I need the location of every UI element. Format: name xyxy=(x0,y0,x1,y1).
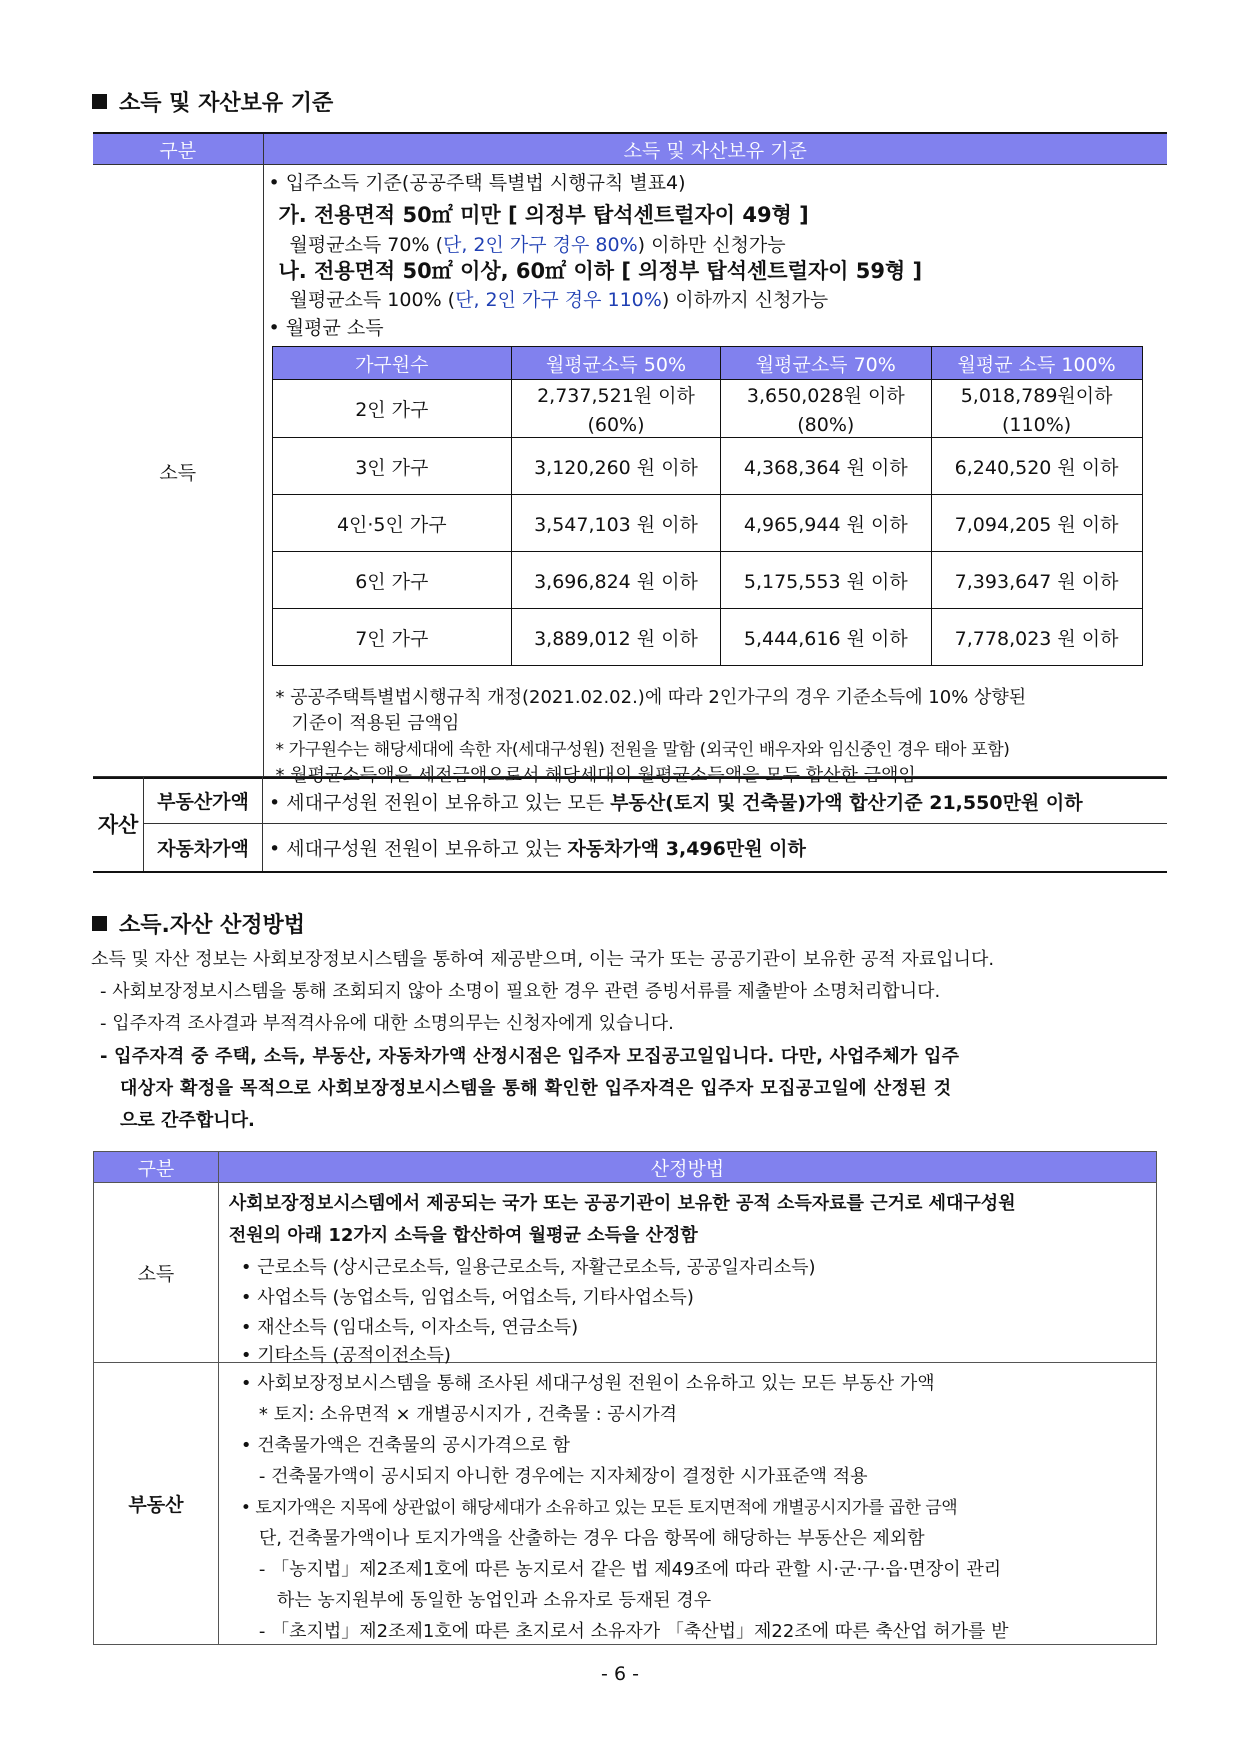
bold-line-3: 으로 간주합니다. xyxy=(120,1110,255,1131)
income-label: 소득 xyxy=(94,1183,219,1363)
table-row: 4인·5인 가구 3,547,103 원 이하 4,965,944 원 이하 7,094,205 원 이하 xyxy=(272,495,1142,552)
ga-detail: 월평균소득 70% (단, 2인 가구 경우 80%) 이하만 신청가능 xyxy=(289,234,786,256)
bullet-2: - 입주자격 조사결과 부적격사유에 대한 소명의무는 신청자에게 있습니다. xyxy=(100,1013,674,1034)
section1-title: 소득 및 자산보유 기준 xyxy=(92,86,333,117)
method-line: • 건축물가액은 건축물의 공시가격으로 함 xyxy=(240,1435,570,1456)
monthly-income-table xyxy=(272,346,1143,666)
note-1-cont: 기준이 적용된 금액임 xyxy=(291,713,460,734)
asset-label: 자산 xyxy=(93,777,144,871)
note-1: * 공공주택특별법시행규칙 개정(2021.02.02.)에 따라 2인가구의 경우 기준소득에 10% 상향된 xyxy=(275,687,1027,708)
note-2: * 가구원수는 해당세대에 속한 자(세대구성원) 전원을 말함 (외국인 배우자와 임신중인 경우 태아 포함) xyxy=(275,740,1010,760)
realestate-method-cell xyxy=(218,1363,1156,1645)
income-label: 소득 xyxy=(93,165,263,779)
table-row: 3인 가구 3,120,260 원 이하 4,368,364 원 이하 6,240,520 원 이하 xyxy=(272,438,1142,495)
calculation-method-table xyxy=(93,1151,1157,1645)
square-bullet-icon xyxy=(92,916,107,931)
income-asset-criteria-table xyxy=(93,132,1167,786)
realestate-label: 부동산 xyxy=(94,1363,219,1645)
ga-title: 가. 전용면적 50㎡ 미만 [ 의정부 탑석센트럴자이 49형 ] xyxy=(278,203,809,227)
car-label: 자동차가액 xyxy=(144,824,263,871)
method-line: - 「농지법」제2조제1호에 따른 농지로서 같은 법 제49조에 따라 관할 시·군·구·읍·면장이 관리 xyxy=(258,1559,1002,1580)
table-row: 7인 가구 3,889,012 원 이하 5,444,616 원 이하 7,778,023 원 이하 xyxy=(272,609,1142,666)
col-household: 가구원수 xyxy=(272,347,512,380)
method-line: 하는 농지원부에 동일한 농업인과 소유자로 등재된 경우 xyxy=(276,1590,712,1611)
method-line: 단, 건축물가액이나 토지가액을 산출하는 경우 다음 항목에 해당하는 부동산은 제외함 xyxy=(258,1528,925,1549)
method-line: - 「초지법」제2조제1호에 따른 초지로서 소유자가 「축산법」제22조에 따른 축산업 허가를 받 xyxy=(258,1621,1009,1642)
note-3: * 월평균소득액은 세전금액으로서 해당세대의 월평균소득액을 모두 합산한 금액임 xyxy=(275,765,916,786)
divider xyxy=(262,823,1167,824)
realestate-criteria: • 세대구성원 전원이 보유하고 있는 모든 부동산(토지 및 건축물)가액 합산기준 21,550만원 이하 xyxy=(269,792,1083,814)
col-50: 월평균소득 50% xyxy=(512,347,721,380)
col-70: 월평균소득 70% xyxy=(720,347,931,380)
income-item: • 재산소득 (임대소득, 이자소득, 연금소득) xyxy=(240,1317,579,1338)
method-line: * 토지: 소유면적 × 개별공시지가 , 건축물 : 공시가격 xyxy=(258,1404,677,1425)
table-row: 2인 가구 2,737,521원 이하 (60%) 3,650,028원 이하 (80%) 5,018,789원이하 (110%) xyxy=(272,380,1142,438)
income-criteria-cell xyxy=(264,165,1168,786)
intro-text: 소득 및 자산 정보는 사회보장정보시스템을 통하여 제공받으며, 이는 국가 또는 공공기관이 보유한 공적 자료입니다. xyxy=(91,949,995,970)
income-method-line2: 전원의 아래 12가지 소득을 합산하여 월평균 소득을 산정함 xyxy=(228,1225,698,1246)
bold-line-2: 대상자 확정을 목적으로 사회보장정보시스템을 통해 확인한 입주자격은 입주자 모집공고일에 산정된 것 xyxy=(120,1078,952,1099)
bullet-1: - 사회보장정보시스템을 통해 조회되지 않아 소명이 필요한 경우 관련 증빙서류를 제출받아 소명처리합니다. xyxy=(100,981,941,1002)
realestate-label: 부동산가액 xyxy=(144,777,263,824)
asset-rows xyxy=(93,776,1167,873)
na-title: 나. 전용면적 50㎡ 이상, 60㎡ 이하 [ 의정부 탑석센트럴자이 59형 ] xyxy=(278,259,923,283)
monthly-income-label: • 월평균 소득 xyxy=(268,317,384,339)
page-number: - 6 - xyxy=(601,1663,639,1685)
col-100: 월평균 소득 100% xyxy=(931,347,1142,380)
square-bullet-icon xyxy=(92,94,107,109)
table-row: 6인 가구 3,696,824 원 이하 5,175,553 원 이하 7,393,647 원 이하 xyxy=(272,552,1142,609)
bold-line-1: - 입주자격 중 주택, 소득, 부동산, 자동차가액 산정시점은 입주자 모집공고일입니다. 다만, 사업주체가 입주 xyxy=(100,1046,960,1067)
car-criteria: • 세대구성원 전원이 보유하고 있는 자동차가액 3,496만원 이하 xyxy=(269,838,806,860)
income-item: • 사업소득 (농업소득, 임업소득, 어업소득, 기타사업소득) xyxy=(240,1287,694,1308)
section2-title: 소득.자산 산정방법 xyxy=(92,908,305,939)
method-line: • 사회보장정보시스템을 통해 조사된 세대구성원 전원이 소유하고 있는 모든 부동산 가액 xyxy=(240,1373,935,1394)
header-criteria: 소득 및 자산보유 기준 xyxy=(263,133,1167,165)
header-method: 산정방법 xyxy=(218,1152,1156,1183)
method-line: - 건축물가액이 공시되지 아니한 경우에는 지자체장이 결정한 시가표준액 적용 xyxy=(258,1466,868,1487)
income-standard: • 입주소득 기준(공공주택 특별법 시행규칙 별표4) xyxy=(268,172,686,194)
na-detail: 월평균소득 100% (단, 2인 가구 경우 110%) 이하까지 신청가능 xyxy=(289,289,829,311)
header-category: 구분 xyxy=(93,133,263,165)
income-method-cell xyxy=(218,1183,1156,1366)
header-category: 구분 xyxy=(94,1152,219,1183)
income-method-line1: 사회보장정보시스템에서 제공되는 국가 또는 공공기관이 보유한 공적 소득자료를 근거로 세대구성원 xyxy=(228,1193,1016,1214)
method-line: • 토지가액은 지목에 상관없이 해당세대가 소유하고 있는 모든 토지면적에 개별공시지가를 곱한 금액 xyxy=(240,1498,958,1518)
income-item: • 근로소득 (상시근로소득, 일용근로소득, 자활근로소득, 공공일자리소득) xyxy=(240,1257,816,1278)
income-item: • 기타소득 (공적이전소득) xyxy=(240,1345,451,1366)
